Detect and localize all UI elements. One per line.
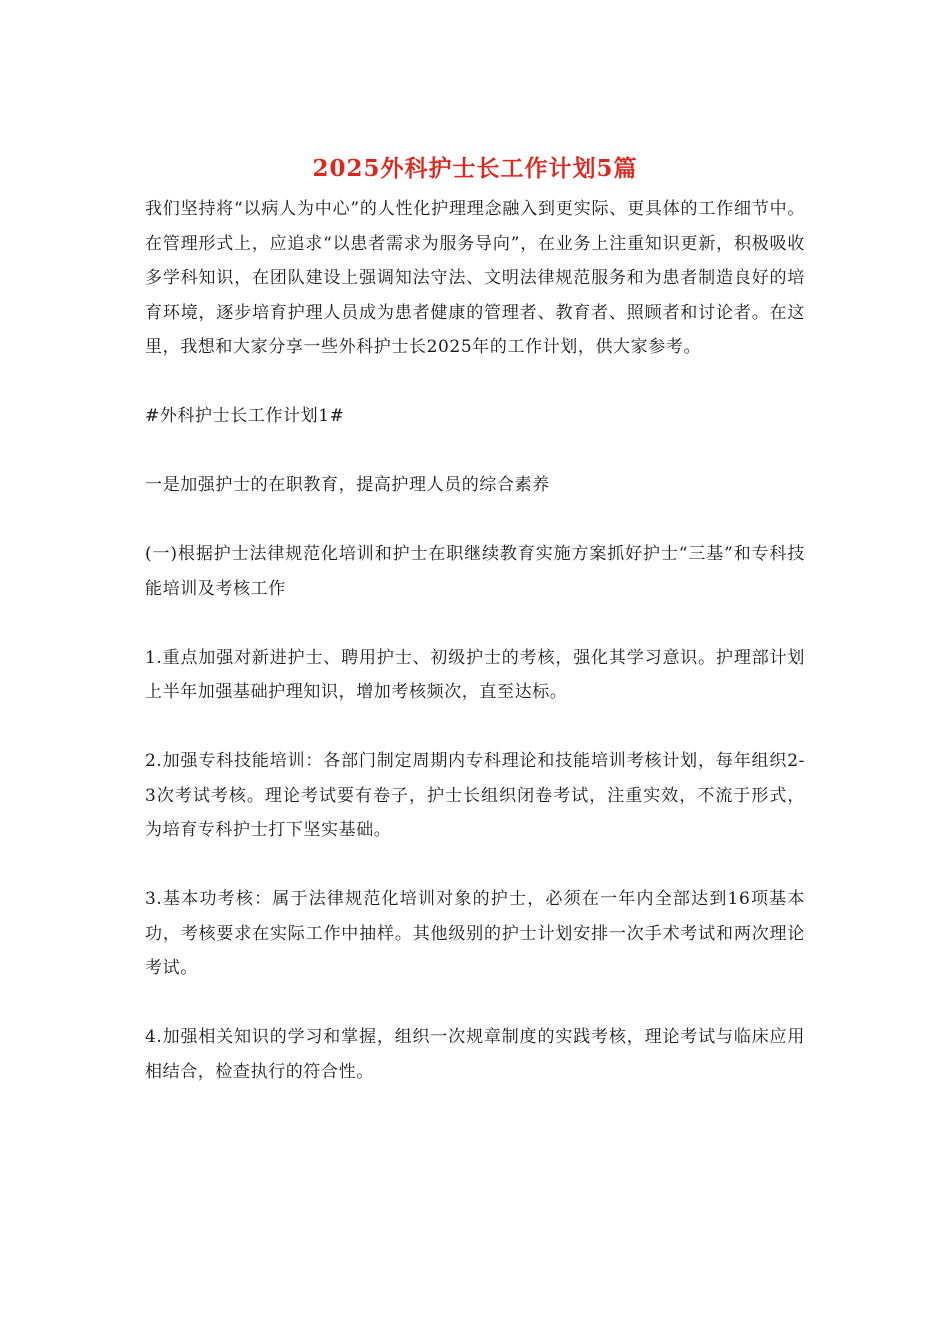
subsection-heading-1: (一)根据护士法律规范化培训和护士在职继续教育实施方案抓好护士“三基”和专科技能培训及考核工作 (145, 544, 805, 599)
point-heading-1: 一是加强护士的在职教育，提高护理人员的综合素养 (145, 475, 550, 495)
section-heading-plan-1: #外科护士长工作计划1# (145, 406, 345, 426)
list-item-1: 1.重点加强对新进护士、聘用护士、初级护士的考核，强化其学习意识。护理部计划上半年加强基础护理知识，增加考核频次，直至达标。 (145, 647, 805, 702)
list-item-3: 3.基本功考核：属于法律规范化培训对象的护士，必须在一年内全部达到16项基本功，考核要求在实际工作中抽样。其他级别的护士计划安排一次手术考试和两次理论考试。 (145, 889, 805, 978)
list-item-4: 4.加强相关知识的学习和掌握，组织一次规章制度的实践考核，理论考试与临床应用相结合，检查执行的符合性。 (145, 1027, 805, 1082)
list-item-2: 2.加强专科技能培训：各部门制定周期内专科理论和技能培训考核计划，每年组织2-3次考试考核。理论考试要有卷子，护士长组织闭卷考试，注重实效，不流于形式，为培育专科护士打下坚实基础。 (145, 751, 805, 840)
intro-paragraph: 我们坚持将“以病人为中心”的人性化护理理念融入到更实际、更具体的工作细节中。在管理形式上，应追求“以患者需求为服务导向”，在业务上注重知识更新，积极吸收多学科知识，在团队建设上强调知法守法、文明法律规范服务和为患者制造良好的培育环境，逐步培育护理人员成为患者健康的管理者、教育者、照顾者和讨论者。在这里，我想和大家分享一些外科护士长2025年的工作计划，供大家参考。 (145, 199, 805, 357)
document-title: 2025外科护士长工作计划5篇 (312, 155, 638, 182)
document-body (145, 192, 805, 1089)
